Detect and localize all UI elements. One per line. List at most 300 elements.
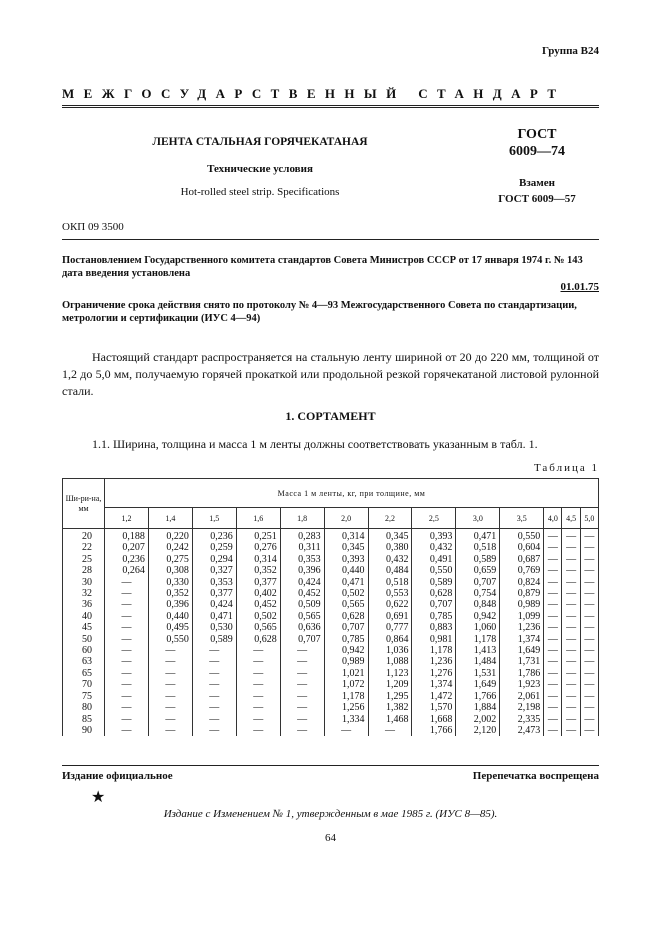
mass-cell: 0,518 <box>368 577 412 588</box>
mass-cell: — <box>280 645 324 656</box>
mass-cell: 1,731 <box>500 656 544 667</box>
mass-cell: 0,432 <box>412 542 456 553</box>
mass-cell: 0,769 <box>500 565 544 576</box>
thickness-header: 2,5 <box>412 508 456 529</box>
mass-cell: — <box>580 599 598 610</box>
mass-cell: 0,659 <box>456 565 500 576</box>
mass-cell: 1,021 <box>324 668 368 679</box>
mass-cell: 1,766 <box>412 725 456 736</box>
mass-cell: 0,352 <box>236 565 280 576</box>
width-cell: 63 <box>63 656 105 667</box>
mass-cell: — <box>562 668 580 679</box>
mass-cell: — <box>562 588 580 599</box>
mass-cell: 0,484 <box>368 565 412 576</box>
table-body <box>63 529 599 737</box>
mass-cell: 0,550 <box>412 565 456 576</box>
mass-group-header: Масса 1 м ленты, кг, при толщине, мм <box>105 479 599 508</box>
mass-cell: — <box>580 691 598 702</box>
mass-cell: 1,668 <box>412 714 456 725</box>
mass-cell: — <box>562 611 580 622</box>
mass-cell: 0,424 <box>192 599 236 610</box>
clause-1-1: 1.1. Ширина, толщина и масса 1 м ленты должны соответствовать указанным в табл. 1. <box>92 437 538 451</box>
mass-cell: — <box>192 656 236 667</box>
mass-cell: 1,276 <box>412 668 456 679</box>
mass-cell: 0,236 <box>105 554 149 565</box>
mass-cell: — <box>580 645 598 656</box>
thickness-header: 4,0 <box>544 508 562 529</box>
table-row <box>63 691 599 702</box>
mass-cell: 0,502 <box>236 611 280 622</box>
mass-cell: 0,377 <box>236 577 280 588</box>
mass-cell: 1,178 <box>412 645 456 656</box>
mass-cell: — <box>562 714 580 725</box>
mass-cell: 0,628 <box>412 588 456 599</box>
replaces-block <box>478 175 596 207</box>
mass-cell: — <box>562 577 580 588</box>
mass-cell: — <box>236 656 280 667</box>
mass-cell: — <box>105 679 149 690</box>
mass-cell: — <box>280 714 324 725</box>
gost-label: ГОСТ <box>517 127 557 142</box>
mass-cell: — <box>105 668 149 679</box>
mass-cell: 1,649 <box>456 679 500 690</box>
mass-cell: 0,518 <box>456 542 500 553</box>
mass-cell: 0,622 <box>368 599 412 610</box>
width-cell: 80 <box>63 702 105 713</box>
width-cell: 60 <box>63 645 105 656</box>
thickness-header: 4,5 <box>562 508 580 529</box>
mass-cell: 0,377 <box>192 588 236 599</box>
mass-cell: — <box>580 679 598 690</box>
mass-cell: 0,636 <box>280 622 324 633</box>
mass-cell: 0,589 <box>456 554 500 565</box>
decree-text: Постановлением Государственного комитета стандартов Совета Министров СССР от 17 января 1974 г. № 143 дата введения установлена <box>62 255 583 279</box>
mass-cell: 0,259 <box>192 542 236 553</box>
table-row <box>63 668 599 679</box>
mass-cell: 1,178 <box>324 691 368 702</box>
mass-cell: — <box>580 714 598 725</box>
mass-cell: — <box>580 588 598 599</box>
mass-cell: 0,491 <box>412 554 456 565</box>
english-title: Hot-rolled steel strip. Specifications <box>180 186 340 198</box>
mass-cell: — <box>544 691 562 702</box>
mass-cell: — <box>236 668 280 679</box>
mass-cell: 0,628 <box>236 634 280 645</box>
mass-cell: 0,276 <box>236 542 280 553</box>
mass-cell: — <box>580 565 598 576</box>
mass-cell: — <box>544 599 562 610</box>
mass-cell: 0,471 <box>192 611 236 622</box>
mass-cell: — <box>562 554 580 565</box>
mass-cell: 0,565 <box>280 611 324 622</box>
table-row <box>63 611 599 622</box>
mass-cell: 0,989 <box>324 656 368 667</box>
okp-code: ОКП 09 3500 <box>62 221 124 233</box>
mass-cell: — <box>562 599 580 610</box>
mass-cell: — <box>280 702 324 713</box>
mass-cell: — <box>562 679 580 690</box>
okp-rule <box>62 239 599 240</box>
section-title: 1. СОРТАМЕНТ <box>285 409 376 423</box>
mass-cell: — <box>544 634 562 645</box>
mass-cell: 1,468 <box>368 714 412 725</box>
mass-cell: 0,687 <box>500 554 544 565</box>
mass-cell: — <box>236 679 280 690</box>
mass-cell: — <box>105 656 149 667</box>
width-cell: 20 <box>63 529 105 543</box>
mass-cell: 0,353 <box>192 577 236 588</box>
mass-cell: — <box>148 679 192 690</box>
mass-cell: 0,707 <box>456 577 500 588</box>
mass-cell: — <box>544 577 562 588</box>
mass-cell: 0,502 <box>324 588 368 599</box>
mass-cell: — <box>236 702 280 713</box>
mass-cell: 1,334 <box>324 714 368 725</box>
mass-cell: — <box>580 554 598 565</box>
mass-cell: — <box>192 691 236 702</box>
mass-cell: — <box>192 679 236 690</box>
table-row <box>63 554 599 565</box>
mass-cell: 0,495 <box>148 622 192 633</box>
mass-cell: — <box>580 702 598 713</box>
mass-cell: 0,589 <box>192 634 236 645</box>
replaces-label: Взамен <box>519 177 555 189</box>
width-cell: 65 <box>63 668 105 679</box>
mass-cell: 0,785 <box>324 634 368 645</box>
effective-date: 01.01.75 <box>560 281 599 293</box>
table-row <box>63 679 599 690</box>
mass-cell: 0,327 <box>192 565 236 576</box>
mass-cell: 0,402 <box>236 588 280 599</box>
mass-cell: — <box>562 702 580 713</box>
mass-cell: 2,198 <box>500 702 544 713</box>
mass-cell: 1,374 <box>412 679 456 690</box>
mass-cell: 0,509 <box>280 599 324 610</box>
mass-cell: — <box>544 565 562 576</box>
mass-cell: — <box>105 691 149 702</box>
mass-cell: 1,099 <box>500 611 544 622</box>
table-row <box>63 656 599 667</box>
table-row <box>63 542 599 553</box>
mass-cell: 0,879 <box>500 588 544 599</box>
mass-cell: 0,283 <box>280 529 324 543</box>
mass-cell: 0,824 <box>500 577 544 588</box>
mass-cell: 0,883 <box>412 622 456 633</box>
mass-cell: — <box>324 725 368 736</box>
width-cell: 40 <box>63 611 105 622</box>
mass-cell: 1,649 <box>500 645 544 656</box>
table-row <box>63 565 599 576</box>
thickness-header-row <box>63 508 599 529</box>
mass-cell: 1,209 <box>368 679 412 690</box>
limitation-text: Ограничение срока действия снято по протоколу № 4—93 Межгосударственного Совета по стандартизации, метрологии и сертификации (ИУС 4—94) <box>62 300 577 324</box>
thickness-header: 3,5 <box>500 508 544 529</box>
mass-cell: — <box>562 622 580 633</box>
mass-cell: — <box>192 702 236 713</box>
mass-cell: 1,531 <box>456 668 500 679</box>
mass-cell: 0,604 <box>500 542 544 553</box>
mass-cell: — <box>192 725 236 736</box>
mass-cell: 0,275 <box>148 554 192 565</box>
mass-cell: — <box>562 725 580 736</box>
mass-cell: — <box>148 702 192 713</box>
width-cell: 85 <box>63 714 105 725</box>
thickness-header: 1,4 <box>148 508 192 529</box>
mass-cell: — <box>544 668 562 679</box>
mass-cell: 0,294 <box>192 554 236 565</box>
mass-cell: — <box>562 645 580 656</box>
mass-cell: — <box>368 725 412 736</box>
mass-cell: 0,311 <box>280 542 324 553</box>
mass-cell: — <box>280 656 324 667</box>
mass-cell: 0,707 <box>280 634 324 645</box>
mass-cell: 1,766 <box>456 691 500 702</box>
mass-cell: 0,785 <box>412 611 456 622</box>
mass-cell: 1,088 <box>368 656 412 667</box>
mass-cell: 0,264 <box>105 565 149 576</box>
mass-cell: 0,424 <box>280 577 324 588</box>
edition-label: Издание официальное <box>62 770 173 782</box>
mass-cell: — <box>148 668 192 679</box>
gost-number <box>478 126 596 160</box>
thickness-header: 1,2 <box>105 508 149 529</box>
width-cell: 45 <box>63 622 105 633</box>
mass-cell: 1,923 <box>500 679 544 690</box>
width-cell: 50 <box>63 634 105 645</box>
mass-cell: 0,471 <box>324 577 368 588</box>
mass-cell: — <box>148 714 192 725</box>
mass-cell: 0,396 <box>280 565 324 576</box>
mass-cell: — <box>236 645 280 656</box>
table-label: Таблица 1 <box>533 462 599 474</box>
mass-cell: — <box>580 542 598 553</box>
mass-cell: 0,220 <box>148 529 192 543</box>
mass-cell: 2,473 <box>500 725 544 736</box>
mass-cell: 1,295 <box>368 691 412 702</box>
mass-cell: — <box>580 668 598 679</box>
table-row <box>63 702 599 713</box>
mass-cell: 0,308 <box>148 565 192 576</box>
mass-cell: 0,393 <box>324 554 368 565</box>
mass-cell: 0,707 <box>412 599 456 610</box>
thickness-header: 3,0 <box>456 508 500 529</box>
mass-cell: 0,188 <box>105 529 149 543</box>
mass-cell: 0,942 <box>456 611 500 622</box>
table-row <box>63 725 599 736</box>
document-title: ЛЕНТА СТАЛЬНАЯ ГОРЯЧЕКАТАНАЯ <box>152 136 368 148</box>
mass-cell: — <box>192 645 236 656</box>
mass-cell: 0,707 <box>324 622 368 633</box>
mass-cell: — <box>105 622 149 633</box>
mass-cell: — <box>580 611 598 622</box>
mass-cell: — <box>562 542 580 553</box>
replaces-value: ГОСТ 6009—57 <box>498 193 576 205</box>
amendment-note: Издание с Изменением № 1, утвержденным в мае 1985 г. (ИУС 8—85). <box>163 808 498 820</box>
mass-cell: 1,570 <box>412 702 456 713</box>
mass-cell: 1,123 <box>368 668 412 679</box>
width-cell: 75 <box>63 691 105 702</box>
mass-cell: 2,335 <box>500 714 544 725</box>
mass-cell: 1,374 <box>500 634 544 645</box>
mass-cell: — <box>105 588 149 599</box>
mass-cell: — <box>580 622 598 633</box>
mass-cell: — <box>105 645 149 656</box>
width-cell: 28 <box>63 565 105 576</box>
mass-cell: 0,314 <box>324 529 368 543</box>
mass-cell: 0,432 <box>368 554 412 565</box>
mass-cell: 1,884 <box>456 702 500 713</box>
mass-cell: — <box>580 577 598 588</box>
mass-cell: — <box>562 656 580 667</box>
mass-cell: 0,981 <box>412 634 456 645</box>
mass-cell: 0,989 <box>500 599 544 610</box>
mass-cell: — <box>544 622 562 633</box>
mass-cell: — <box>544 645 562 656</box>
mass-cell: — <box>280 668 324 679</box>
mass-cell: 0,754 <box>456 588 500 599</box>
mass-cell: 2,120 <box>456 725 500 736</box>
mass-cell: 0,353 <box>280 554 324 565</box>
mass-cell: 0,352 <box>148 588 192 599</box>
width-cell: 36 <box>63 599 105 610</box>
mass-cell: — <box>192 668 236 679</box>
table-row <box>63 588 599 599</box>
mass-cell: — <box>236 691 280 702</box>
mass-cell: — <box>192 714 236 725</box>
mass-cell: — <box>580 656 598 667</box>
width-cell: 90 <box>63 725 105 736</box>
mass-cell: — <box>562 529 580 543</box>
mass-cell: — <box>544 656 562 667</box>
mass-cell: 1,484 <box>456 656 500 667</box>
thickness-header: 1,5 <box>192 508 236 529</box>
width-column-header: Ши-ри-на, мм <box>63 479 105 529</box>
mass-cell: 0,440 <box>324 565 368 576</box>
mass-cell: — <box>580 725 598 736</box>
mass-cell: — <box>562 634 580 645</box>
mass-cell: — <box>105 611 149 622</box>
footer-rule <box>62 765 599 766</box>
mass-cell: 0,691 <box>368 611 412 622</box>
mass-cell: — <box>544 588 562 599</box>
mass-cell: — <box>580 529 598 543</box>
width-cell: 70 <box>63 679 105 690</box>
mass-cell: 1,036 <box>368 645 412 656</box>
mass-cell: 1,236 <box>500 622 544 633</box>
mass-cell: — <box>105 725 149 736</box>
mass-cell: 1,060 <box>456 622 500 633</box>
thickness-header: 2,0 <box>324 508 368 529</box>
group-code: Группа В24 <box>541 45 599 57</box>
mass-cell: — <box>562 691 580 702</box>
mass-cell: — <box>236 725 280 736</box>
mass-cell: 0,440 <box>148 611 192 622</box>
mass-cell: 0,345 <box>368 529 412 543</box>
mass-cell: — <box>148 725 192 736</box>
mass-cell: 1,178 <box>456 634 500 645</box>
table-row <box>63 634 599 645</box>
width-cell: 32 <box>63 588 105 599</box>
mass-cell: 0,345 <box>324 542 368 553</box>
mass-cell: — <box>544 679 562 690</box>
mass-cell: — <box>105 714 149 725</box>
mass-cell: — <box>580 634 598 645</box>
document-subtitle: Технические условия <box>207 163 313 175</box>
mass-cell: 2,061 <box>500 691 544 702</box>
mass-cell: 2,002 <box>456 714 500 725</box>
gost-code: 6009—74 <box>509 144 565 159</box>
mass-cell: — <box>544 542 562 553</box>
mass-cell: — <box>544 554 562 565</box>
thickness-header: 1,6 <box>236 508 280 529</box>
mass-cell: 0,565 <box>236 622 280 633</box>
width-cell: 22 <box>63 542 105 553</box>
mass-cell: — <box>236 714 280 725</box>
mass-cell: — <box>105 634 149 645</box>
table-row <box>63 529 599 543</box>
mass-cell: — <box>544 714 562 725</box>
mass-cell: — <box>105 577 149 588</box>
mass-cell: 0,393 <box>412 529 456 543</box>
mass-cell: 0,553 <box>368 588 412 599</box>
mass-cell: 1,236 <box>412 656 456 667</box>
mass-cell: — <box>544 725 562 736</box>
mass-table <box>62 478 599 736</box>
mass-cell: 0,452 <box>236 599 280 610</box>
mass-cell: — <box>280 691 324 702</box>
reprint-notice: Перепечатка воспрещена <box>472 770 599 782</box>
mass-cell: 1,786 <box>500 668 544 679</box>
mass-cell: — <box>105 702 149 713</box>
width-cell: 30 <box>63 577 105 588</box>
mass-cell: — <box>148 656 192 667</box>
mass-cell: 1,256 <box>324 702 368 713</box>
mass-cell: 0,396 <box>148 599 192 610</box>
mass-cell: — <box>544 529 562 543</box>
mass-cell: 0,251 <box>236 529 280 543</box>
mass-cell: — <box>562 565 580 576</box>
mass-cell: — <box>280 679 324 690</box>
mass-cell: 0,864 <box>368 634 412 645</box>
table-row <box>63 645 599 656</box>
table-row <box>63 622 599 633</box>
page-number: 64 <box>325 832 336 844</box>
star-icon: ★ <box>91 789 106 806</box>
mass-cell: — <box>544 702 562 713</box>
header-rule-bottom <box>62 107 599 108</box>
mass-cell: — <box>105 599 149 610</box>
mass-cell: 0,550 <box>500 529 544 543</box>
mass-cell: — <box>148 645 192 656</box>
mass-cell: 0,550 <box>148 634 192 645</box>
thickness-header: 5,0 <box>580 508 598 529</box>
mass-cell: 0,242 <box>148 542 192 553</box>
header-rule-top <box>62 105 599 106</box>
mass-cell: — <box>148 691 192 702</box>
mass-cell: 0,380 <box>368 542 412 553</box>
mass-cell: 0,848 <box>456 599 500 610</box>
mass-cell: 1,072 <box>324 679 368 690</box>
mass-cell: 0,452 <box>280 588 324 599</box>
interstate-standard-heading: МЕЖГОСУДАРСТВЕННЫЙ СТАНДАРТ <box>62 86 566 101</box>
thickness-header: 2,2 <box>368 508 412 529</box>
mass-cell: 0,207 <box>105 542 149 553</box>
mass-cell: 0,471 <box>456 529 500 543</box>
mass-cell: 0,589 <box>412 577 456 588</box>
mass-cell: 1,413 <box>456 645 500 656</box>
mass-cell: 1,472 <box>412 691 456 702</box>
table-row <box>63 577 599 588</box>
